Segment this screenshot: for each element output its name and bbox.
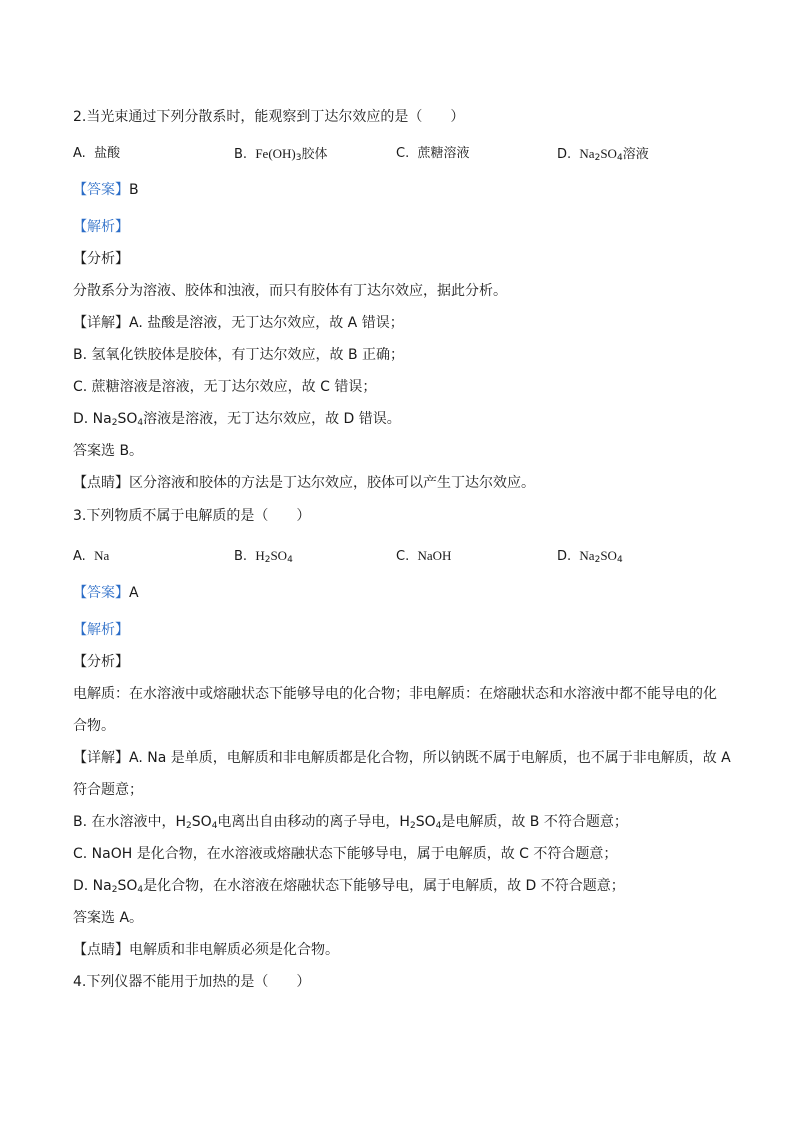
option-label: D. [557,549,572,564]
q3-option-c: C. NaOH [396,548,452,564]
q2-option-a: A. 盐酸 [73,146,121,161]
q2-detail-c: C. 蔗糖溶液是溶液，无丁达尔效应，故 C 错误； [73,379,377,395]
option-label: A. [73,549,86,564]
q3-detail-a-2: 符合题意； [73,782,143,798]
option-label: C. [396,146,410,161]
q2-stem: 2.当光束通过下列分散系时，能观察到丁达尔效应的是（ ） [73,109,465,125]
q3-analysis-tag: 【解析】 [73,622,129,638]
q3-fenxi-2: 合物。 [73,718,115,734]
answer-tag: 【答案】 [73,585,129,601]
q2-analysis-tag: 【解析】 [73,219,129,235]
q2-option-c: C. 蔗糖溶液 [396,146,470,161]
option-label: A. [73,146,86,161]
option-label: B. [234,147,248,162]
q3-option-d: D. $Na_2SO_4$ [557,548,623,565]
q3-detail-a-1: 【详解】A. Na 是单质，电解质和非电解质都是化合物，所以钠既不属于电解质，也不属于非电解质，故 A [73,750,731,766]
q2-option-b: B. $Fe(OH)_3$胶体 [234,146,328,163]
q2-answer: 【答案】B [73,182,139,198]
q2-detail-a: 【详解】A. 盐酸是溶液，无丁达尔效应，故 A 错误； [73,315,404,331]
q3-fenxi-1: 电解质：在水溶液中或熔融状态下能够导电的化合物；非电解质：在熔融状态和水溶液中都不能导电的化 [73,686,717,702]
option-label: C. [396,549,410,564]
q3-detail-c: C. NaOH 是化合物，在水溶液或熔融状态下能够导电，属于电解质，故 C 不符合题意； [73,846,618,862]
q2-choose: 答案选 B。 [73,443,144,459]
q3-option-a: A. Na [73,548,110,564]
q2-detail-b: B. 氢氧化铁胶体是胶体，有丁达尔效应，故 B 正确； [73,347,405,363]
q2-fenxi: 分散系分为溶液、胶体和浊液，而只有胶体有丁达尔效应，据此分析。 [73,283,507,299]
q3-fenxi-tag: 【分析】 [73,654,129,670]
q3-answer: 【答案】A [73,585,139,601]
q2-option-d: D. $Na_2SO_4$溶液 [557,146,649,163]
answer-tag: 【答案】 [73,182,129,198]
option-label: D. [557,147,572,162]
q4-stem: 4.下列仪器不能用于加热的是（ ） [73,974,311,990]
option-label: B. [234,549,248,564]
q2-fenxi-tag: 【分析】 [73,251,129,267]
q3-option-b: B. $H_2SO_4$ [234,548,293,565]
q3-stem: 3.下列物质不属于电解质的是（ ） [73,508,311,524]
q3-choose: 答案选 A。 [73,910,144,926]
q3-detail-d: D. $Na_2SO_4$是化合物，在水溶液在熔融状态下能够导电，属于电解质，故 D 不符合题意； [73,878,625,895]
q3-dianjing: 【点睛】电解质和非电解质必须是化合物。 [73,942,339,958]
q2-dianjing: 【点睛】区分溶液和胶体的方法是丁达尔效应，胶体可以产生丁达尔效应。 [73,475,535,491]
q3-detail-b: B. 在水溶液中，$H_2SO_4$电离出自由移动的离子导电，$H_2SO_4$是电解质，故 B 不符合题意； [73,814,628,831]
q2-detail-d: D. $Na_2SO_4$溶液是溶液，无丁达尔效应，故 D 错误。 [73,411,401,428]
